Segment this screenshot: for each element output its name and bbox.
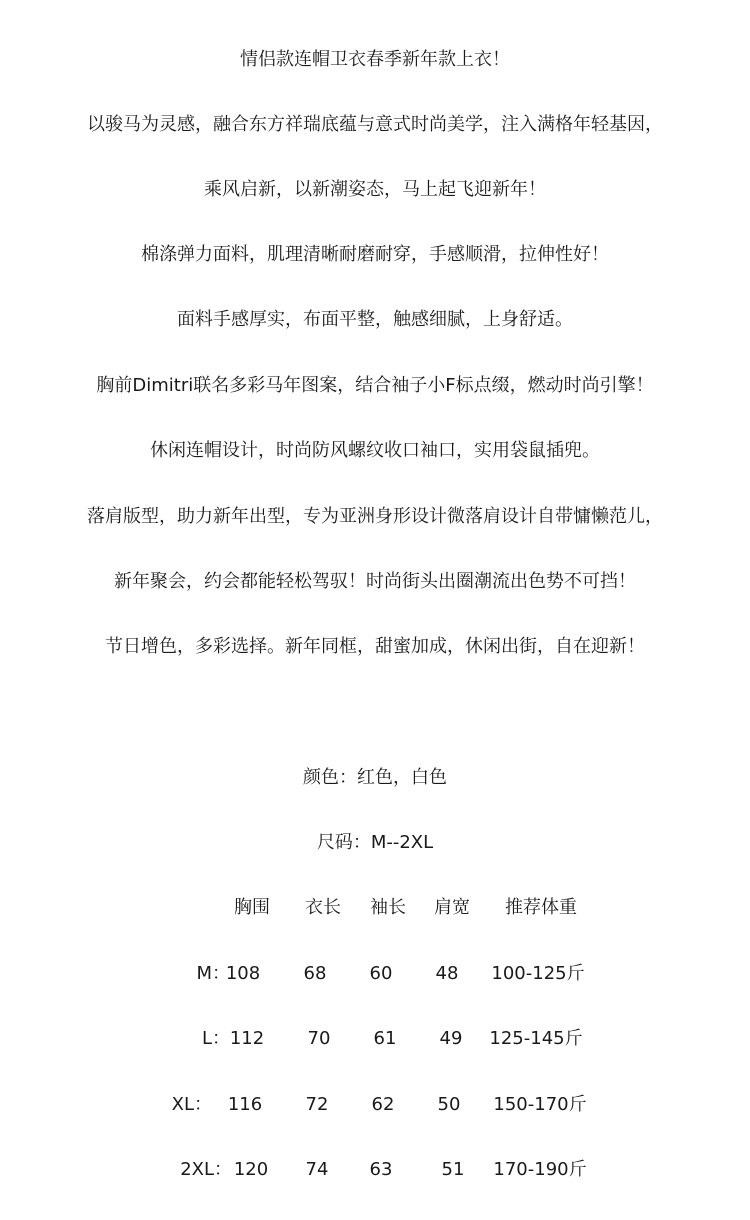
table-cell: 108 <box>225 963 261 984</box>
size-spec: 尺码：M--2XL <box>316 832 434 853</box>
header-chest: 胸围 <box>234 897 270 918</box>
table-cell: 50 <box>437 1094 461 1115</box>
description-line: 情侣款连帽卫衣春季新年款上衣！ <box>240 49 510 70</box>
table-cell: 68 <box>303 963 327 984</box>
description-line: 节日增色，多彩选择。新年同框，甜蜜加成，休闲出街，自在迎新！ <box>105 636 645 657</box>
size-label: M： <box>196 963 230 984</box>
table-cell: 100-125斤 <box>491 963 585 984</box>
description-line: 休闲连帽设计，时尚防风螺纹收口袖口，实用袋鼠插兜。 <box>150 440 600 461</box>
table-cell: 112 <box>229 1028 265 1049</box>
header-weight: 推荐体重 <box>505 897 577 918</box>
color-spec: 颜色：红色，白色 <box>303 767 447 788</box>
description-line: 落肩版型，助力新年出型，专为亚洲身形设计微落肩设计自带慵懒范儿， <box>87 506 663 527</box>
description-line: 乘风启新，以新潮姿态，马上起飞迎新年！ <box>204 179 546 200</box>
table-cell: 125-145斤 <box>489 1028 583 1049</box>
table-cell: 116 <box>227 1094 263 1115</box>
table-cell: 74 <box>305 1159 329 1180</box>
size-label: XL： <box>171 1094 212 1115</box>
description-line: 新年聚会，约会都能轻松驾驭！时尚街头出圈潮流出色势不可挡！ <box>114 571 636 592</box>
header-length: 衣长 <box>305 897 341 918</box>
header-shoulder: 肩宽 <box>434 897 470 918</box>
description-line: 以骏马为灵感，融合东方祥瑞底蕴与意式时尚美学，注入满格年轻基因， <box>87 114 663 135</box>
table-cell: 120 <box>233 1159 269 1180</box>
description-line: 面料手感厚实，布面平整，触感细腻，上身舒适。 <box>177 309 573 330</box>
table-cell: 72 <box>305 1094 329 1115</box>
size-label: L： <box>201 1028 230 1049</box>
header-sleeve: 袖长 <box>370 897 406 918</box>
table-cell: 48 <box>435 963 459 984</box>
table-cell: 150-170斤 <box>493 1094 587 1115</box>
table-cell: 62 <box>371 1094 395 1115</box>
table-cell: 49 <box>439 1028 463 1049</box>
size-label: 2XL： <box>180 1159 232 1180</box>
table-cell: 63 <box>369 1159 393 1180</box>
table-cell: 60 <box>369 963 393 984</box>
description-line: 棉涤弹力面料，肌理清晰耐磨耐穿，手感顺滑，拉伸性好！ <box>141 244 609 265</box>
table-cell: 170-190斤 <box>493 1159 587 1180</box>
table-cell: 51 <box>441 1159 465 1180</box>
description-line: 胸前Dimitri联名多彩马年图案，结合袖子小F标点缀，燃动时尚引擎！ <box>96 375 654 396</box>
table-cell: 61 <box>373 1028 397 1049</box>
table-cell: 70 <box>307 1028 331 1049</box>
